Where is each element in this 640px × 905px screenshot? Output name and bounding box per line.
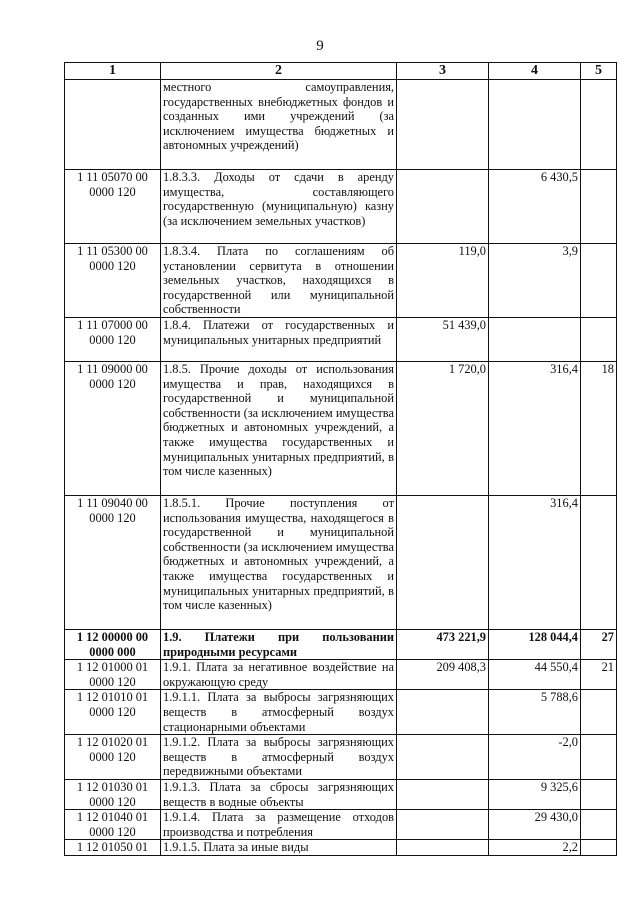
plan-amount-cell: [397, 170, 489, 244]
plan-amount-cell: 209 408,3: [397, 660, 489, 690]
plan-amount-cell: [397, 496, 489, 630]
plan-amount-cell: 1 720,0: [397, 362, 489, 496]
revenue-description-cell: 1.9.1.4. Плата за размещение отходов производства и потребления: [161, 810, 397, 840]
classification-code-cell: 1 12 01040 01 0000 120: [65, 810, 161, 840]
revenue-description-cell: 1.9.1.1. Плата за выбросы загрязняющих веществ в атмосферный воздух стационарными объектами: [161, 690, 397, 735]
table-body: [65, 80, 617, 856]
table-row: [65, 318, 617, 362]
table-row: [65, 735, 617, 780]
actual-amount-cell: 44 550,4: [489, 660, 581, 690]
percent-cell: 21: [581, 660, 617, 690]
page-number: 9: [316, 38, 324, 54]
revenue-description-cell: 1.8.4. Платежи от государственных и муниципальных унитарных предприятий: [161, 318, 397, 362]
table-row: [65, 779, 617, 809]
actual-amount-cell: 6 430,5: [489, 170, 581, 244]
budget-revenue-table: [64, 62, 617, 856]
header-col-1: 1: [65, 63, 161, 80]
plan-amount-cell: [397, 779, 489, 809]
plan-amount-cell: [397, 840, 489, 856]
plan-amount-cell: [397, 80, 489, 170]
table-header-row: [65, 63, 617, 80]
table-row: [65, 630, 617, 660]
actual-amount-cell: 3,9: [489, 244, 581, 318]
actual-amount-cell: [489, 318, 581, 362]
table-row: [65, 810, 617, 840]
table-row: [65, 690, 617, 735]
actual-amount-cell: 316,4: [489, 496, 581, 630]
revenue-description-cell: 1.9. Платежи при пользовании природными ресурсами: [161, 630, 397, 660]
percent-cell: 18: [581, 362, 617, 496]
percent-cell: [581, 318, 617, 362]
actual-amount-cell: 29 430,0: [489, 810, 581, 840]
plan-amount-cell: 473 221,9: [397, 630, 489, 660]
percent-cell: [581, 810, 617, 840]
revenue-description-cell: 1.9.1.3. Плата за сбросы загрязняющих веществ в водные объекты: [161, 779, 397, 809]
plan-amount-cell: 51 439,0: [397, 318, 489, 362]
actual-amount-cell: 316,4: [489, 362, 581, 496]
actual-amount-cell: 9 325,6: [489, 779, 581, 809]
classification-code-cell: 1 12 01010 01 0000 120: [65, 690, 161, 735]
classification-code-cell: 1 12 01000 01 0000 120: [65, 660, 161, 690]
classification-code-cell: 1 11 05070 00 0000 120: [65, 170, 161, 244]
revenue-description-cell: 1.8.5. Прочие доходы от использования имущества и прав, находящихся в государственной и муниципальной собственности (за исключением имущества бюджетных и автономных учреждений, а также имущества государственных и муниципальных унитарных предприятий, в том числе казенных): [161, 362, 397, 496]
classification-code-cell: 1 11 05300 00 0000 120: [65, 244, 161, 318]
percent-cell: [581, 170, 617, 244]
percent-cell: [581, 80, 617, 170]
classification-code-cell: 1 11 09040 00 0000 120: [65, 496, 161, 630]
percent-cell: [581, 840, 617, 856]
classification-code-cell: 1 12 00000 00 0000 000: [65, 630, 161, 660]
actual-amount-cell: 5 788,6: [489, 690, 581, 735]
classification-code-cell: 1 12 01030 01 0000 120: [65, 779, 161, 809]
classification-code-cell: 1 12 01050 01: [65, 840, 161, 856]
percent-cell: [581, 244, 617, 318]
header-col-2: 2: [161, 63, 397, 80]
plan-amount-cell: [397, 810, 489, 840]
classification-code-cell: 1 11 07000 00 0000 120: [65, 318, 161, 362]
revenue-description-cell: 1.8.5.1. Прочие поступления от использования имущества, находящегося в государственной и муниципальной собственности (за исключением имущества бюджетных и автономных учреждений, а также имущества государственных и муниципальных унитарных предприятий, в том числе казенных): [161, 496, 397, 630]
revenue-description-cell: местного самоуправления, государственных внебюджетных фондов и созданных ими учреждений (за исключением имущества бюджетных и автономных учреждений): [161, 80, 397, 170]
header-col-4: 4: [489, 63, 581, 80]
percent-cell: [581, 735, 617, 780]
table-row: [65, 362, 617, 496]
revenue-description-cell: 1.9.1.2. Плата за выбросы загрязняющих веществ в атмосферный воздух передвижными объектами: [161, 735, 397, 780]
header-col-5: 5: [581, 63, 617, 80]
table-row: [65, 80, 617, 170]
plan-amount-cell: [397, 690, 489, 735]
revenue-description-cell: 1.9.1. Плата за негативное воздействие на окружающую среду: [161, 660, 397, 690]
classification-code-cell: [65, 80, 161, 170]
actual-amount-cell: 2,2: [489, 840, 581, 856]
revenue-description-cell: 1.8.3.4. Плата по соглашениям об установлении сервитута в отношении земельных участков, находящихся в государственной или муниципальной собственности: [161, 244, 397, 318]
revenue-description-cell: 1.9.1.5. Плата за иные виды: [161, 840, 397, 856]
table-row: [65, 170, 617, 244]
table-row: [65, 660, 617, 690]
header-col-3: 3: [397, 63, 489, 80]
revenue-description-cell: 1.8.3.3. Доходы от сдачи в аренду имущества, составляющего государственную (муниципальную) казну (за исключением земельных участков): [161, 170, 397, 244]
table-row: [65, 496, 617, 630]
classification-code-cell: 1 12 01020 01 0000 120: [65, 735, 161, 780]
table-row: [65, 840, 617, 856]
classification-code-cell: 1 11 09000 00 0000 120: [65, 362, 161, 496]
percent-cell: 27: [581, 630, 617, 660]
plan-amount-cell: [397, 735, 489, 780]
actual-amount-cell: -2,0: [489, 735, 581, 780]
percent-cell: [581, 690, 617, 735]
actual-amount-cell: 128 044,4: [489, 630, 581, 660]
plan-amount-cell: 119,0: [397, 244, 489, 318]
table-row: [65, 244, 617, 318]
actual-amount-cell: [489, 80, 581, 170]
percent-cell: [581, 496, 617, 630]
percent-cell: [581, 779, 617, 809]
